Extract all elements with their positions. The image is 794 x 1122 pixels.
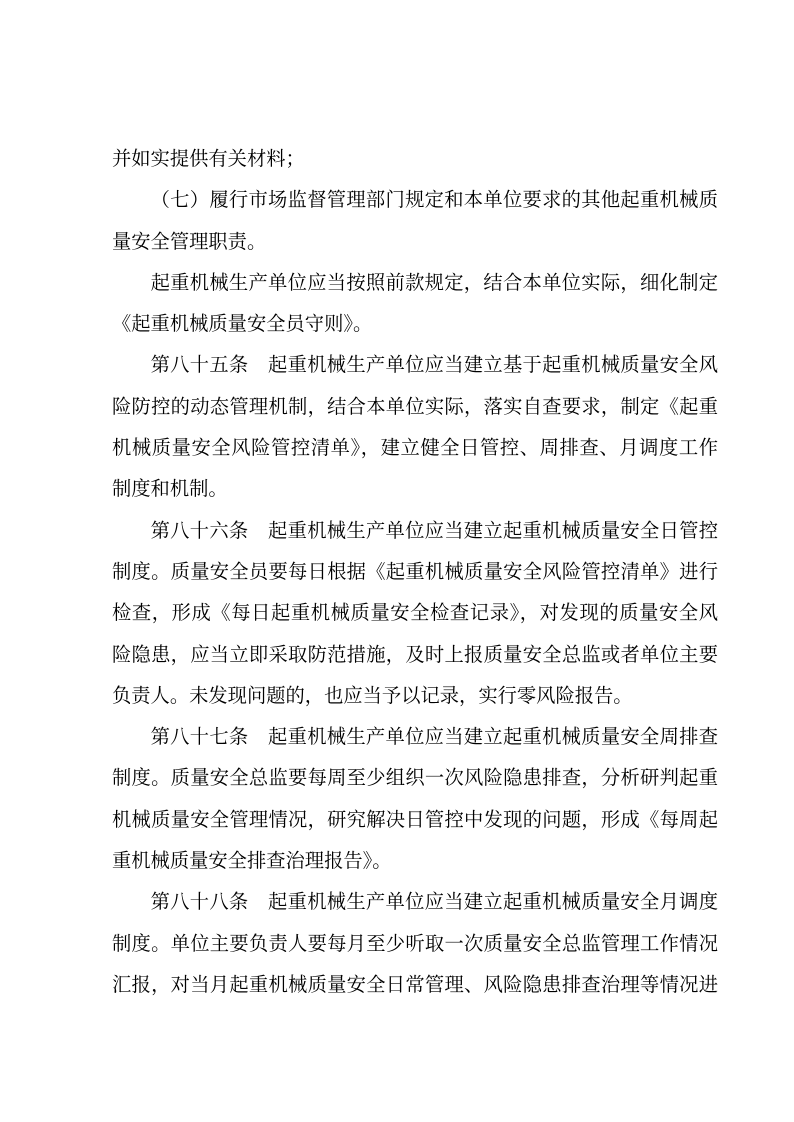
text-line: 汇报，对当月起重机械质量安全日常管理、风险隐患排查治理等情况进 — [112, 974, 718, 996]
text-line: 起重机械生产单位应当按照前款规定，结合本单位实际，细化制定 — [150, 272, 718, 294]
text-line: 制度和机制。 — [112, 479, 228, 501]
text-line: 量安全管理职责。 — [112, 231, 267, 253]
text-line: 并如实提供有关材料； — [112, 149, 305, 170]
text-body — [112, 139, 718, 1006]
text-line: 负责人。未发现问题的，也应当予以记录，实行零风险报告。 — [112, 685, 633, 707]
text-line: 第八十五条 起重机械生产单位应当建立基于起重机械质量安全风 — [150, 355, 718, 377]
text-line: 检查，形成《每日起重机械质量安全检查记录》，对发现的质量安全风 — [112, 603, 718, 625]
text-line: 第八十六条 起重机械生产单位应当建立起重机械质量安全日管控 — [150, 520, 718, 542]
text-line: 《起重机械质量安全员守则》。 — [112, 314, 373, 336]
text-line: （七）履行市场监督管理部门规定和本单位要求的其他起重机械质 — [150, 190, 718, 212]
text-line: 第八十八条 起重机械生产单位应当建立起重机械质量安全月调度 — [150, 892, 718, 914]
text-line: 制度。单位主要负责人要每月至少听取一次质量安全总监管理工作情况 — [112, 933, 718, 955]
text-line: 重机械质量安全排查治理报告》。 — [112, 851, 392, 873]
text-line: 制度。质量安全总监要每周至少组织一次风险隐患排查，分析研判起重 — [112, 768, 718, 790]
text-line: 险隐患，应当立即采取防范措施，及时上报质量安全总监或者单位主要 — [112, 644, 718, 666]
text-line: 险防控的动态管理机制，结合本单位实际，落实自查要求，制定《起重 — [112, 396, 718, 418]
text-line: 第八十七条 起重机械生产单位应当建立起重机械质量安全周排查 — [150, 727, 718, 749]
text-line: 机械质量安全管理情况，研究解决日管控中发现的问题，形成《每周起 — [112, 809, 718, 831]
text-line: 机械质量安全风险管控清单》，建立健全日管控、周排查、月调度工作 — [112, 438, 718, 460]
text-line: 制度。质量安全员要每日根据《起重机械质量安全风险管控清单》进行 — [112, 561, 718, 583]
